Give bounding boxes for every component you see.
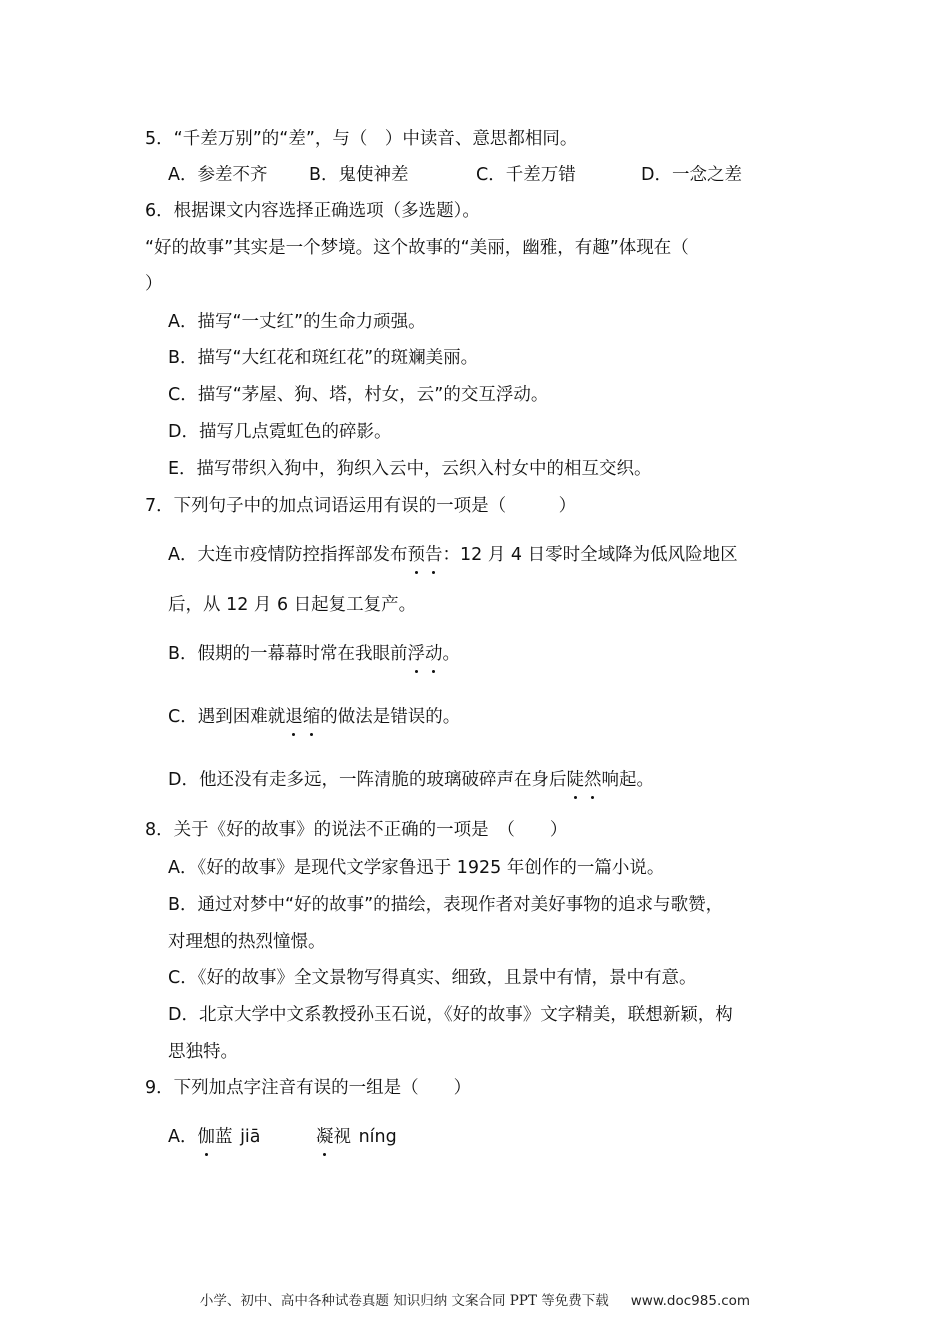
q6-stem: 6．根据课文内容选择正确选项（多选题）。 xyxy=(145,201,480,221)
q7-d-text-tail: 响起。 xyxy=(601,770,654,790)
q5-option-b: B．鬼使神差 xyxy=(309,165,409,185)
q9-a-label: A． xyxy=(168,1127,198,1147)
emphasis-dot-char: 动 xyxy=(425,644,443,664)
q7-option-c xyxy=(168,705,460,729)
q7-a-text-tail: ：12 月 4 日零时全域降为低风险地区 xyxy=(442,545,738,565)
emphasis-dot-char: 退 xyxy=(285,707,303,727)
q7-stem: 7．下列句子中的加点词语运用有误的一项是（ ） xyxy=(145,496,577,516)
q8-option-a: A．《好的故事》是现代文学家鲁迅于 1925 年创作的一篇小说。 xyxy=(168,858,665,878)
q7-a-text: A．大连市疫情防控指挥部发布 xyxy=(168,545,408,565)
q8-option-d: D．北京大学中文系教授孙玉石说，《好的故事》文字精美，联想新颖，构 xyxy=(168,1005,733,1025)
q8-option-b: B．通过对梦中“好的故事”的描绘，表现作者对美好事物的追求与歌赞， xyxy=(168,895,724,915)
q7-d-text: D．他还没有走多远，一阵清脆的玻璃破碎声在身后 xyxy=(168,770,567,790)
q9-a-word1-rest: 蓝 xyxy=(214,1127,233,1147)
q6-option-d: D．描写几点霓虹色的碎影。 xyxy=(168,422,392,442)
q9-a-word2-pinyin: níng xyxy=(358,1127,397,1147)
q5-option-c: C．千差万错 xyxy=(476,165,576,185)
q9-a-word2-rest: 视 xyxy=(333,1127,351,1147)
emphasis-dot-char: 浮 xyxy=(407,644,426,664)
emphasis-dot-char: 预 xyxy=(407,545,425,565)
page-footer xyxy=(0,1289,950,1309)
q7-option-b xyxy=(168,642,460,666)
q7-c-text: C．遇到困难就 xyxy=(168,707,286,727)
emphasis-dot-char: 伽 xyxy=(197,1127,215,1147)
q9-option-a xyxy=(168,1125,261,1149)
q6-option-c: C．描写“茅屋、狗、塔，村女，云”的交互浮动。 xyxy=(168,385,549,405)
q6-option-e: E．描写带织入狗中，狗织入云中，云织入村女中的相互交织。 xyxy=(168,459,652,479)
q8-option-d-cont: 思独特。 xyxy=(168,1042,238,1062)
q6-option-b: B．描写“大红花和斑红花”的斑斓美丽。 xyxy=(168,348,479,368)
q6-passage-line-end: ） xyxy=(145,274,163,294)
q9-option-a-word2 xyxy=(316,1125,397,1149)
q7-b-text: B．假期的一幕幕时常在我眼前 xyxy=(168,644,408,664)
emphasis-dot-char: 告 xyxy=(424,545,443,565)
q9-stem: 9．下列加点字注音有误的一组是（ ） xyxy=(145,1078,472,1098)
q7-option-d xyxy=(168,768,654,792)
q9-a-word1-pinyin: jiā xyxy=(240,1127,261,1147)
emphasis-dot-char: 陡 xyxy=(566,770,584,790)
q6-passage-line: “好的故事”其实是一个梦境。这个故事的“美丽，幽雅，有趣”体现在（ xyxy=(145,238,689,258)
q5-stem: 5．“千差万别”的“差”，与（ ）中读音、意思都相同。 xyxy=(145,129,578,149)
emphasis-dot-char: 凝 xyxy=(316,1127,334,1147)
footer-text: 小学、初中、高中各种试卷真题 知识归纳 文案合同 PPT 等免费下载 xyxy=(199,1293,609,1309)
q7-c-text-tail: 的做法是错误的。 xyxy=(320,707,461,727)
emphasis-dot-char: 然 xyxy=(583,770,602,790)
q8-option-c: C．《好的故事》全文景物写得真实、细致，且景中有情，景中有意。 xyxy=(168,968,697,988)
q6-option-a: A．描写“一丈红”的生命力顽强。 xyxy=(168,312,426,332)
footer-url[interactable]: www.doc985.com xyxy=(630,1293,751,1309)
q7-b-text-tail: 。 xyxy=(442,644,461,664)
q5-option-d: D．一念之差 xyxy=(641,165,742,185)
q8-stem: 8．关于《好的故事》的说法不正确的一项是 （ ） xyxy=(145,820,568,840)
q7-option-a-cont: 后，从 12 月 6 日起复工复产。 xyxy=(168,595,417,615)
q8-option-b-cont: 对理想的热烈憧憬。 xyxy=(168,932,326,952)
emphasis-dot-char: 缩 xyxy=(302,707,321,727)
q7-option-a xyxy=(168,543,738,567)
q5-option-a: A．参差不齐 xyxy=(168,165,268,185)
